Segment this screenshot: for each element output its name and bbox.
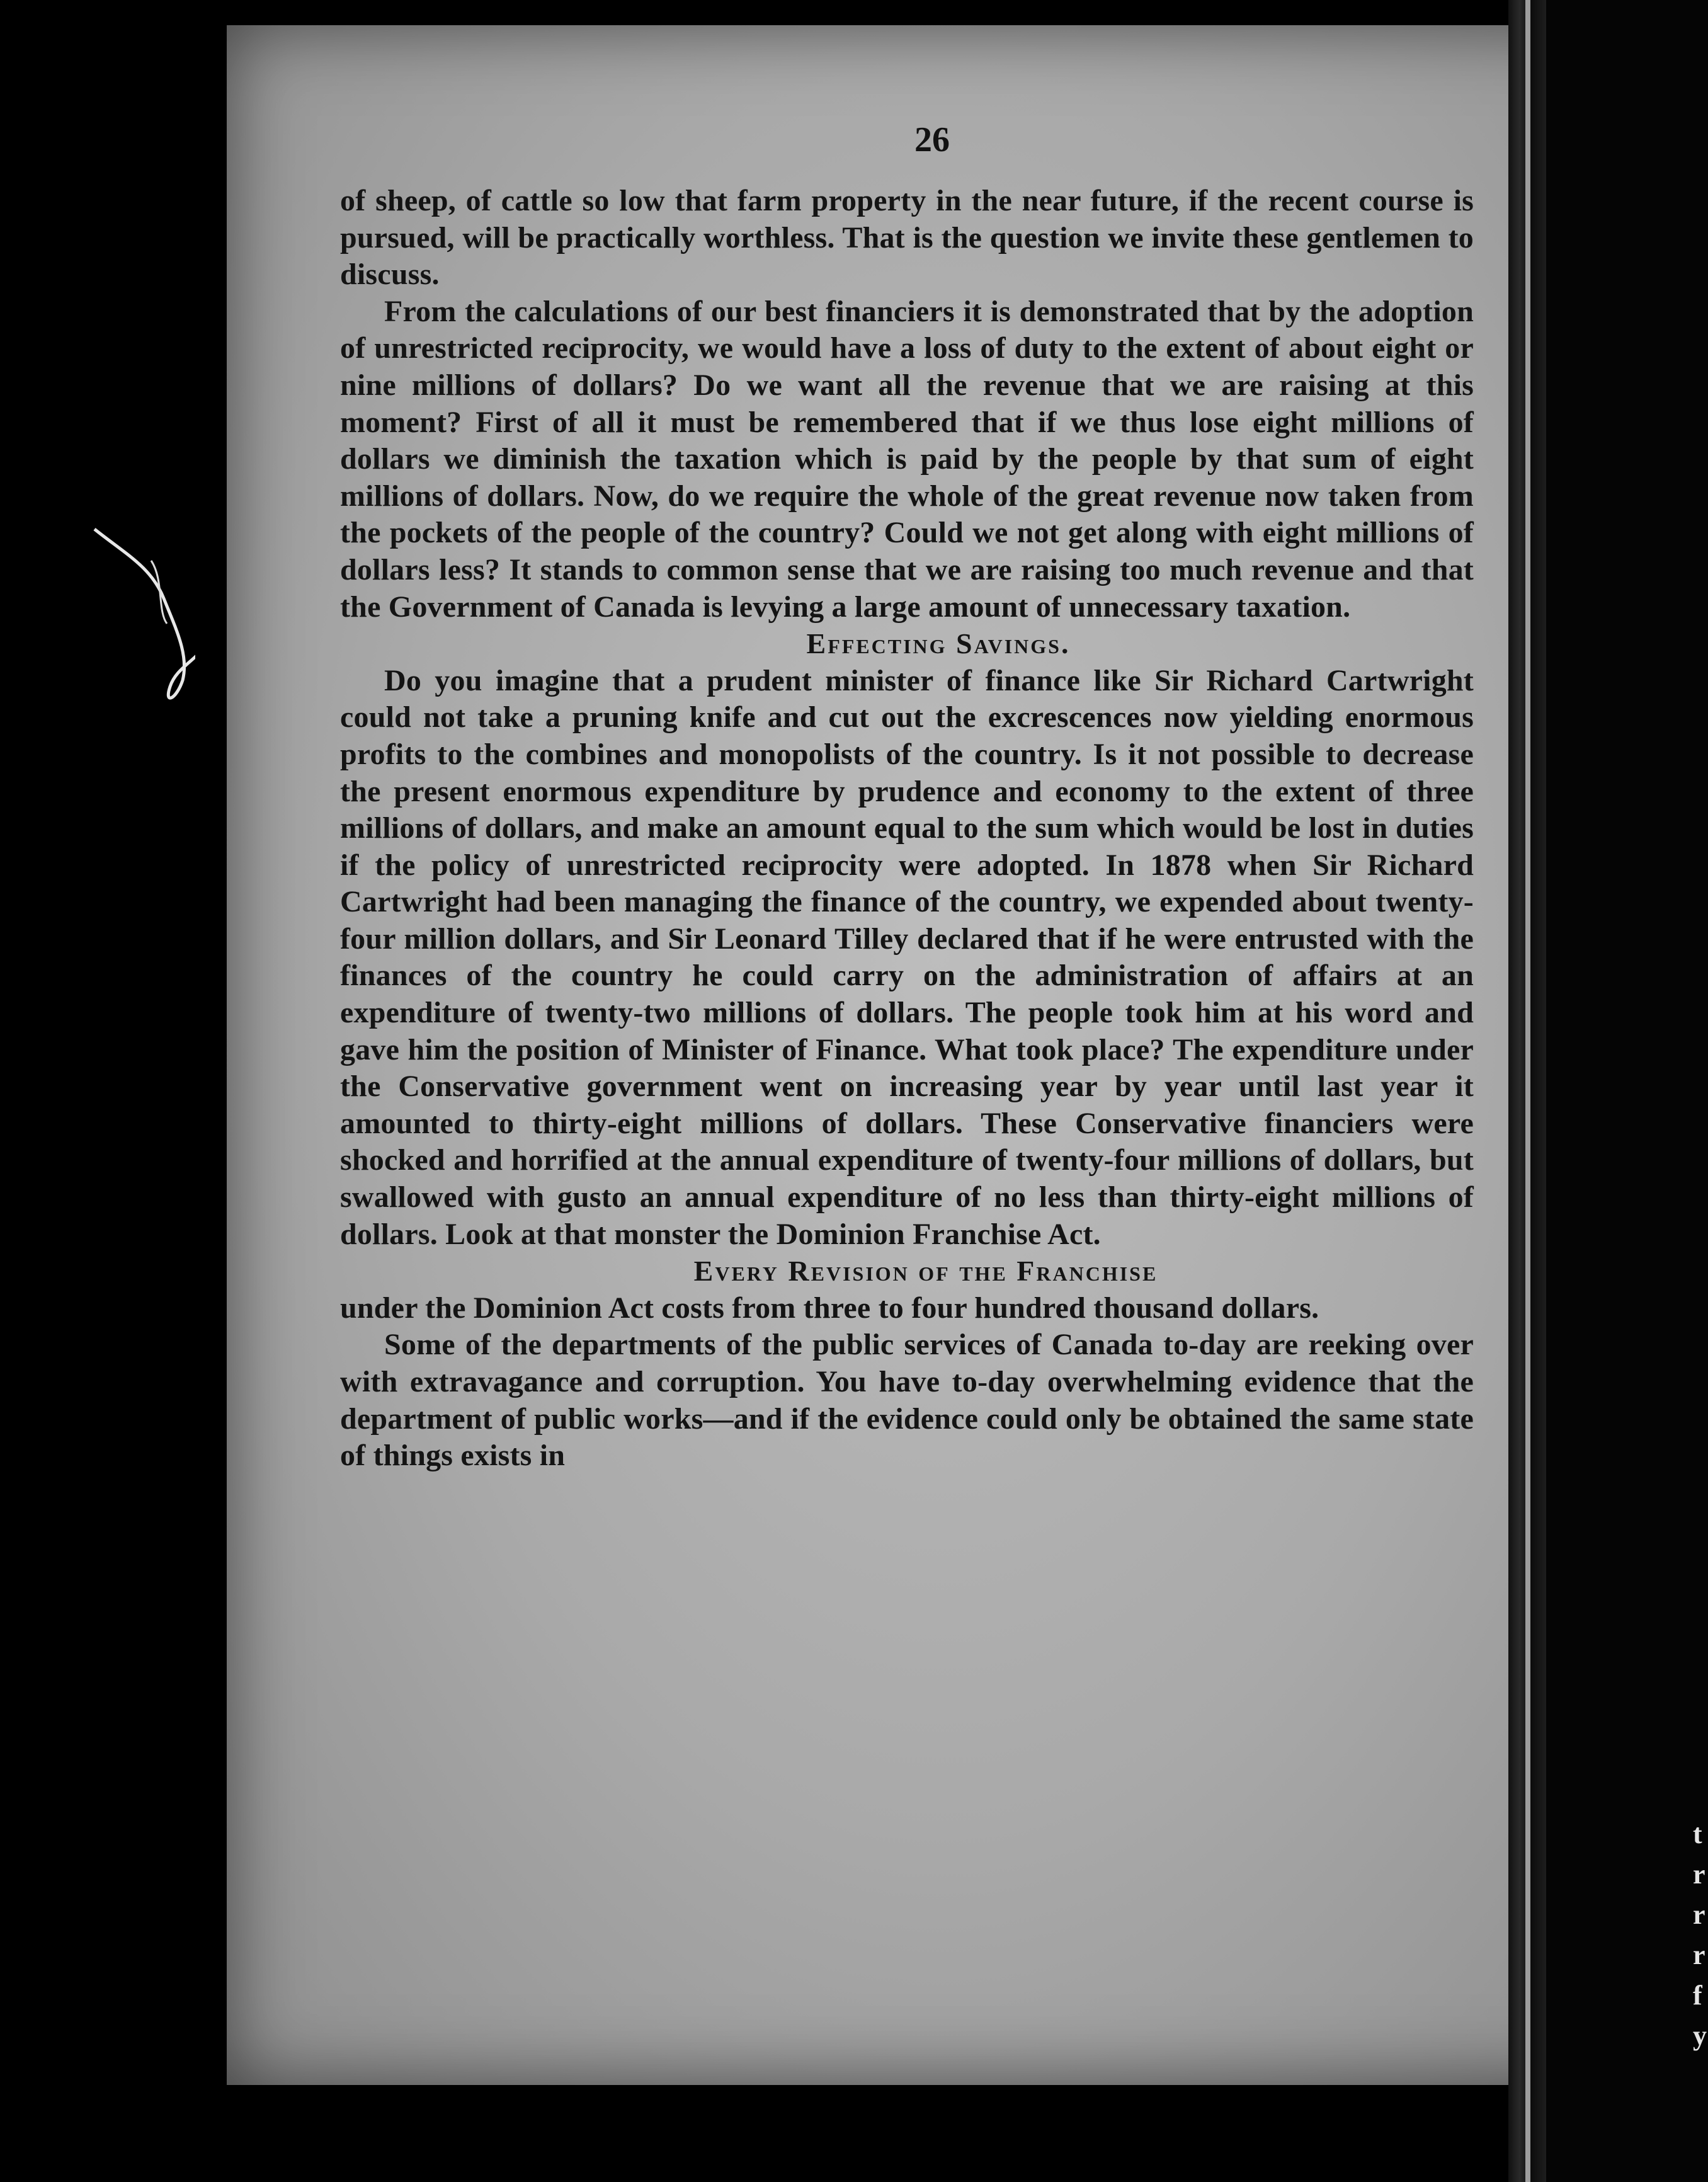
section-heading: Every Revision of the Franchise	[693, 1255, 1158, 1288]
page-number: 26	[914, 120, 950, 159]
edge-letter: r	[1693, 1859, 1705, 1890]
facing-page-edge	[1546, 0, 1708, 2182]
edge-letter: r	[1693, 1939, 1705, 1970]
paragraph: Do you imagine that a prudent minister of finance like Sir Richard Cartwright could not take a pruning knife and cut out the excrescences now yielding enormous profits to the combines and monopolists of the country. Is it not possible to decrease the present enormous expenditure by prudence and economy to the extent of three millions of dollars, and make an amount equal to the sum which would be lost in duties if the policy of unrestricted reciprocity were adopted. In 1878 when Sir Richard Cartwright had been managing the finance of the country, we expended about twenty-four million dollars, and Sir Leonard Tilley declared that if he were entrusted with the finances of the country he could carry on the administration of affairs at an expenditure of twenty-two millions of dollars. The people took him at his word and gave him the position of Minister of Finance. What took place? The expenditure under the Conservative government went on increasing year by year until last year it amounted to thirty-eight millions of dollars. These Conservative financiers were shocked and horrified at the annual expenditure of twenty-four millions of dollars, but swallowed with gusto an annual expenditure of no less than thirty-eight millions of dollars. Look at that monster the Dominion Franchise Act.	[340, 663, 1474, 1251]
paragraph: From the calculations of our best financiers it is demonstrated that by the adoption of unrestricted reciprocity, we would have a loss of duty to the extent of about eight or nine millions of dollars? Do we want all the revenue that we are raising at this moment? First of all it must be remembered that if we thus lose eight millions of dollars we diminish the taxation which is paid by the people by that sum of eight millions of dollars. Now, do we require the whole of the great revenue now taken from the pockets of the people of the country? Could we not get along with eight millions of dollars less? It stands to common sense that we are raising too much revenue and that the Government of Canada is levying a large amount of unnecessary taxation.	[340, 294, 1474, 624]
page-text	[340, 113, 1474, 1475]
paragraph: of sheep, of cattle so low that farm property in the near future, if the recent course is pursued, will be practically worthless. That is the question we invite these gentlemen to discuss.	[340, 184, 1474, 292]
edge-letter: r	[1693, 1899, 1705, 1930]
thread-fiber	[57, 517, 195, 705]
section-heading: Effecting Savings.	[806, 627, 1071, 660]
edge-letter: f	[1693, 1980, 1702, 2011]
facing-page-letters	[1693, 1814, 1708, 2056]
edge-letter: y	[1693, 2020, 1707, 2051]
paragraph: under the Dominion Act costs from three to four hundred thousand dollars.	[340, 1291, 1319, 1325]
paragraph: Some of the departments of the public services of Canada to-day are reeking over with extravagance and corruption. You have to-day overwhelming evidence that the department of public works—and if the evidence could only be obtained the same state of things exists in	[340, 1328, 1474, 1473]
spine-binding-line	[1525, 0, 1530, 2182]
edge-letter: t	[1693, 1819, 1702, 1849]
